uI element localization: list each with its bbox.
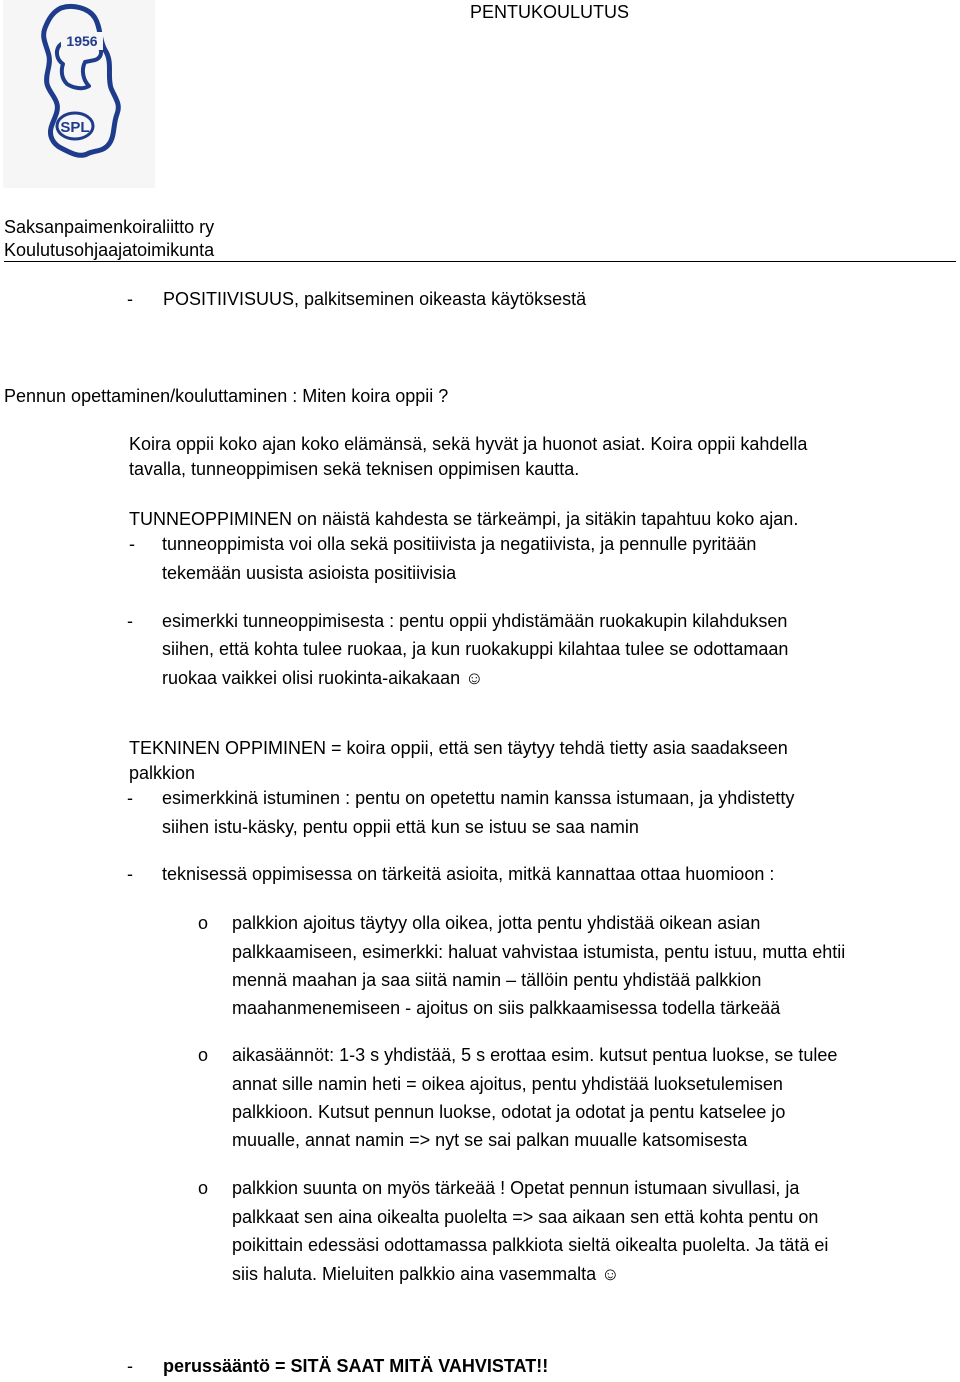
list-dash: - xyxy=(127,1356,133,1376)
technical-learning-heading: palkkion xyxy=(129,763,196,783)
question-heading: Pennun opettaminen/kouluttaminen : Miten koira oppii ? xyxy=(4,386,449,406)
sub-item-line: palkkion ajoitus täytyy olla oikea, jotta pentu yhdistää oikean asian xyxy=(232,913,761,933)
finland-map-logo-icon xyxy=(3,0,155,188)
list-item-line: tekemään uusista asioista positiivisia xyxy=(162,563,457,583)
emotional-learning-heading: TUNNEOPPIMINEN on näistä kahdesta se tärkeämpi, ja sitäkin tapahtuu koko ajan. xyxy=(129,509,799,529)
sub-item-line: maahanmenemiseen - ajoitus on siis palkkaamisessa todella tärkeää xyxy=(232,998,781,1018)
sub-bullet: o xyxy=(198,1178,209,1198)
list-item-line: siihen, että kohta tulee ruokaa, ja kun ruokakuppi kilahtaa tulee se odottamaan xyxy=(162,639,789,659)
list-item-line: tunneoppimista voi olla sekä positiivista ja negatiivista, ja pennulle pyritään xyxy=(162,534,757,554)
sub-item-line: aikasäännöt: 1-3 s yhdistää, 5 s erottaa esim. kutsut pentua luokse, se tulee xyxy=(232,1045,838,1065)
sub-item-line: palkkaamiseen, esimerkki: haluat vahvistaa istumista, pentu istuu, mutta ehtii xyxy=(232,942,846,962)
sub-item-line: muualle, annat namin => nyt se sai palkan muualle katsomisesta xyxy=(232,1130,748,1150)
list-dash: - xyxy=(127,864,133,884)
sub-item-line: annat sille namin heti = oikea ajoitus, pentu yhdistää luoksetulemisen xyxy=(232,1074,783,1094)
basic-rule: perussääntö = SITÄ SAAT MITÄ VAHVISTAT!! xyxy=(163,1356,549,1376)
spl-logo xyxy=(3,0,155,188)
sub-bullet: o xyxy=(198,913,209,933)
sub-item-line: palkkioon. Kutsut pennun luokse, odotat ja odotat ja pentu katselee jo xyxy=(232,1102,786,1122)
list-dash: - xyxy=(127,611,133,631)
list-item-line: ruokaa vaikkei olisi ruokinta-aikakaan ☺ xyxy=(162,668,484,688)
list-item-line: teknisessä oppimisessa on tärkeitä asioita, mitkä kannattaa ottaa huomioon : xyxy=(162,864,775,884)
list-item-line: esimerkkinä istuminen : pentu on opetettu namin kanssa istumaan, ja yhdistetty xyxy=(162,788,795,808)
list-item-line: esimerkki tunneoppimisesta : pentu oppii yhdistämään ruokakupin kilahduksen xyxy=(162,611,788,631)
committee-name: Koulutusohjaajatoimikunta xyxy=(4,240,215,260)
sub-item-line: palkkion suunta on myös tärkeää ! Opetat pennun istumaan sivullasi, ja xyxy=(232,1178,800,1198)
list-dash: - xyxy=(129,534,135,554)
list-item-line: siihen istu-käsky, pentu oppii että kun se istuu se saa namin xyxy=(162,817,639,837)
header-divider xyxy=(4,261,956,262)
positivity-line: POSITIIVISUUS, palkitseminen oikeasta käytöksestä xyxy=(163,289,587,309)
intro-line: tavalla, tunneoppimisen sekä teknisen oppimisen kautta. xyxy=(129,459,580,479)
sub-item-line: poikittain edessäsi odottamassa palkkiota sieltä oikealta puolelta. Ja tätä ei xyxy=(232,1235,829,1255)
intro-line: Koira oppii koko ajan koko elämänsä, sekä hyvät ja huonot asiat. Koira oppii kahdella xyxy=(129,434,808,454)
logo-year: 1956 xyxy=(66,33,98,49)
sub-item-line: mennä maahan ja saa siitä namin – tällöin pentu yhdistää palkkion xyxy=(232,970,762,990)
technical-learning-heading: TEKNINEN OPPIMINEN = koira oppii, että sen täytyy tehdä tietty asia saadakseen xyxy=(129,738,788,758)
list-dash: - xyxy=(127,289,133,309)
sub-bullet: o xyxy=(198,1045,209,1065)
document-title: PENTUKOULUTUS xyxy=(470,2,630,22)
list-dash: - xyxy=(127,788,133,808)
organization-name: Saksanpaimenkoiraliitto ry xyxy=(4,217,215,237)
logo-abbr: SPL xyxy=(60,119,90,136)
sub-item-line: palkkaat sen aina oikealta puolelta => saa aikaan sen että kohta pentu on xyxy=(232,1207,819,1227)
sub-item-line: siis haluta. Mieluiten palkkio aina vasemmalta ☺ xyxy=(232,1264,620,1284)
